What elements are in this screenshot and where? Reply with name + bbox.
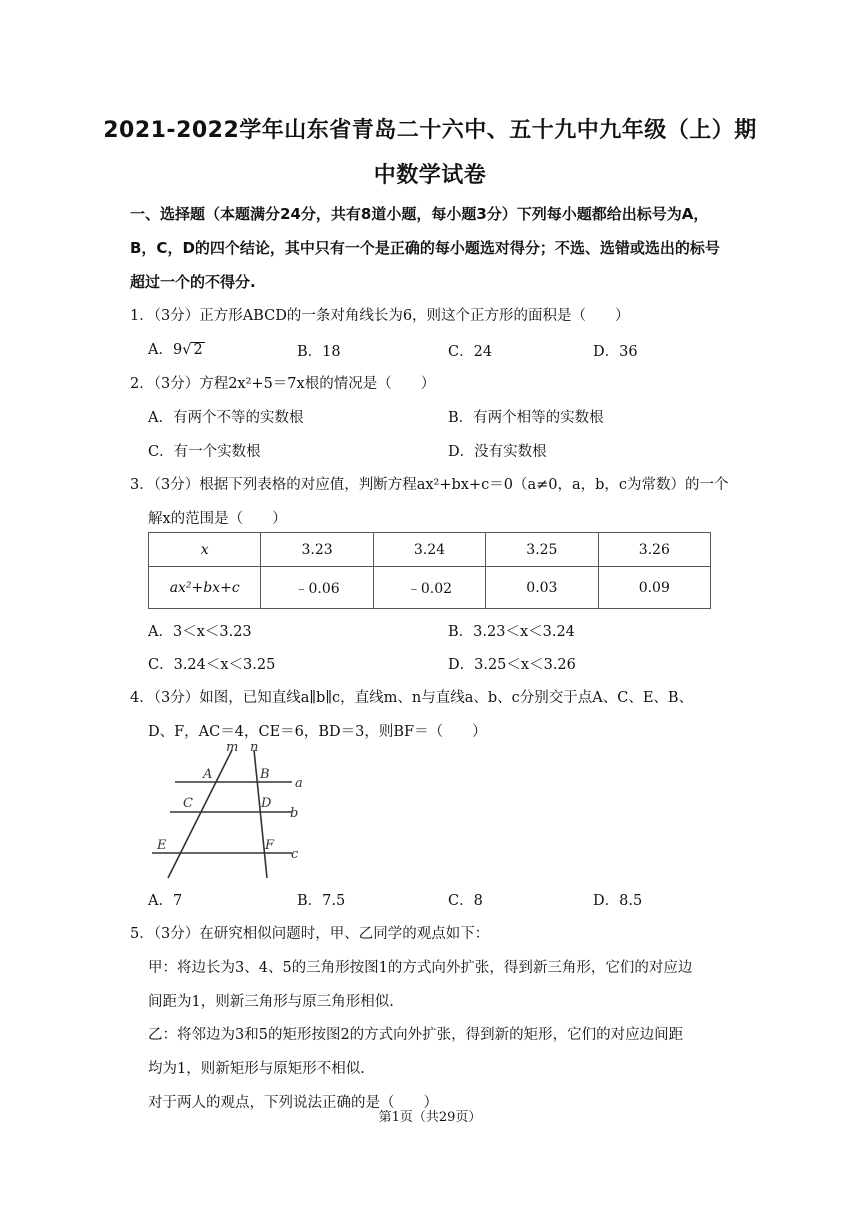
section-heading-line2: B，C，D的四个结论，其中只有一个是正确的每小题选对得分；不选、选错或选出的标号 bbox=[130, 239, 720, 257]
q3-stem-line2: 解x的范围是（ ） bbox=[148, 511, 287, 527]
table-cell: 3.25 bbox=[486, 533, 598, 567]
label-C: C bbox=[183, 796, 193, 811]
label-a: a bbox=[295, 776, 303, 791]
q3-stem-line1: 3．（3分）根据下列表格的对应值，判断方程ax²+bx+c＝0（a≠0，a，b，c为常数）的一个 bbox=[130, 477, 729, 493]
table-cell: ax²+bx+c bbox=[149, 567, 261, 609]
sqrt-symbol: √ bbox=[182, 342, 192, 358]
q4-stem-line1: 4．（3分）如图，已知直线a∥b∥c，直线m、n与直线a、b、c分别交于点A、C、E、B、 bbox=[130, 690, 694, 706]
q2-option-a: A．有两个不等的实数根 bbox=[148, 410, 304, 426]
q3-option-b: B．3.23＜x＜3.24 bbox=[448, 624, 575, 640]
q5-question: 对于两人的观点，下列说法正确的是（ ） bbox=[148, 1095, 438, 1111]
table-cell: 3.24 bbox=[373, 533, 485, 567]
label-F: F bbox=[265, 838, 275, 853]
q1-option-b: B．18 bbox=[297, 344, 341, 360]
q4-option-d: D．8.5 bbox=[593, 893, 643, 909]
table-row bbox=[149, 567, 711, 609]
q5-jia-line2: 间距为1，则新三角形与原三角形相似. bbox=[148, 994, 394, 1010]
q1-option-a-prefix: A．9 bbox=[148, 342, 183, 358]
q3-option-d: D．3.25＜x＜3.26 bbox=[448, 657, 576, 673]
q3-option-a: A．3＜x＜3.23 bbox=[148, 624, 252, 640]
table-cell: x bbox=[149, 533, 261, 567]
table-cell: ﹣0.06 bbox=[261, 567, 373, 609]
line-m bbox=[168, 750, 232, 878]
q4-option-b: B．7.5 bbox=[297, 893, 346, 909]
q5-stem: 5．（3分）在研究相似问题时，甲、乙同学的观点如下： bbox=[130, 926, 490, 942]
table-cell: 3.26 bbox=[598, 533, 710, 567]
parallel-lines-figure bbox=[140, 740, 310, 882]
q3-option-c: C．3.24＜x＜3.25 bbox=[148, 657, 276, 673]
section-heading-line1: 一、选择题（本题满分24分，共有8道小题，每小题3分）下列每小题都给出标号为A， bbox=[130, 205, 709, 223]
q2-option-c: C．有一个实数根 bbox=[148, 444, 261, 460]
q2-option-d: D．没有实数根 bbox=[448, 444, 547, 460]
q5-yi-line1: 乙：将邻边为3和5的矩形按图2的方式向外扩张，得到新的矩形，它们的对应边间距 bbox=[148, 1027, 684, 1043]
table-cell: 0.03 bbox=[486, 567, 598, 609]
label-c: c bbox=[291, 847, 299, 862]
label-E: E bbox=[157, 838, 167, 853]
q5-yi-line2: 均为1，则新矩形与原矩形不相似. bbox=[148, 1061, 365, 1077]
table-cell: 3.23 bbox=[261, 533, 373, 567]
table-cell: ﹣0.02 bbox=[373, 567, 485, 609]
page-footer: 第1页（共29页） bbox=[378, 1110, 482, 1125]
value-table bbox=[148, 532, 711, 609]
label-m: m bbox=[226, 740, 239, 755]
q1-option-d: D．36 bbox=[593, 344, 638, 360]
label-n: n bbox=[250, 740, 259, 755]
q1-option-a bbox=[148, 338, 205, 359]
page-title-line1: 2021-2022学年山东省青岛二十六中、五十九中九年级（上）期 bbox=[103, 118, 757, 143]
q5-jia-line1: 甲：将边长为3、4、5的三角形按图1的方式向外扩张，得到新三角形，它们的对应边 bbox=[148, 960, 693, 976]
table-cell: 0.09 bbox=[598, 567, 710, 609]
q4-stem-line2: D、F，AC＝4，CE＝6，BD＝3，则BF＝（ ） bbox=[148, 724, 487, 740]
q4-option-c: C．8 bbox=[448, 893, 483, 909]
q1-stem: 1．（3分）正方形ABCD的一条对角线长为6，则这个正方形的面积是（ ） bbox=[130, 308, 630, 324]
label-A: A bbox=[203, 767, 213, 782]
label-D: D bbox=[261, 796, 272, 811]
q2-option-b: B．有两个相等的实数根 bbox=[448, 410, 604, 426]
q1-option-a-radicand: 2 bbox=[193, 342, 203, 358]
table-row bbox=[149, 533, 711, 567]
q4-option-a: A．7 bbox=[148, 893, 183, 909]
label-B: B bbox=[260, 767, 270, 782]
label-b: b bbox=[290, 806, 299, 821]
q2-stem: 2．（3分）方程2x²+5＝7x根的情况是（ ） bbox=[130, 376, 436, 392]
page-title-line2: 中数学试卷 bbox=[373, 163, 487, 188]
q1-option-c: C．24 bbox=[448, 344, 493, 360]
section-heading-line3: 超过一个的不得分. bbox=[130, 273, 256, 291]
